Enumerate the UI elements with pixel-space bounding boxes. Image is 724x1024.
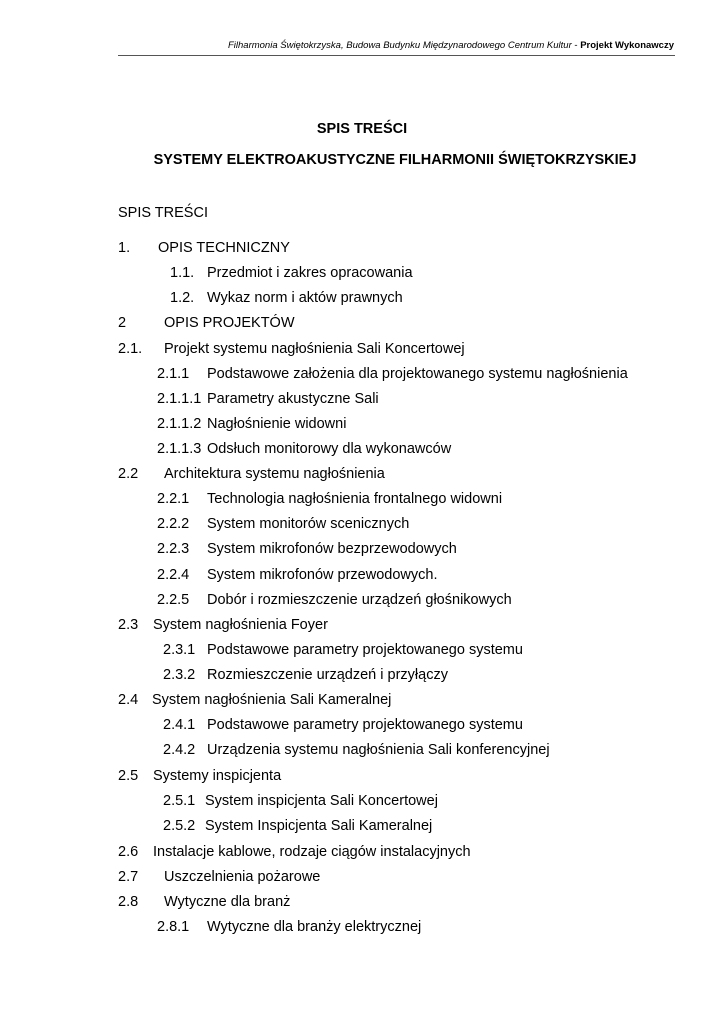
toc-entry-title: Odsłuch monitorowy dla wykonawców [207,441,452,457]
toc-entry-number: 2.3 [118,617,139,633]
toc-entry-number: 2.1.1.1 [157,391,202,407]
toc-entry-title: OPIS PROJEKTÓW [164,315,295,331]
toc-entry-number: 2.6 [118,844,139,860]
header-project-stage: Projekt Wykonawczy [580,40,674,51]
toc-entry-title: Architektura systemu nagłośnienia [164,466,385,482]
toc-entry-title: Urządzenia systemu nagłośnienia Sali konferencyjnej [207,742,550,758]
toc-entry-number: 2.5 [118,768,139,784]
toc-entry-title: System mikrofonów bezprzewodowych [207,541,457,557]
toc-entry-title: Wytyczne dla branż [164,894,291,910]
toc-entry-title: Wykaz norm i aktów prawnych [207,290,403,306]
toc-entry-number: 2.2.5 [157,592,190,608]
toc-entry-title: System mikrofonów przewodowych. [207,567,438,583]
header-separator: - [571,40,581,51]
toc-entry-number: 2.4 [118,692,139,708]
toc-entry-number: 2.2 [118,466,139,482]
toc-entry-title: System nagłośnienia Sali Kameralnej [152,692,392,708]
toc-entry-number: 2.1.1 [157,366,190,382]
toc-entry[interactable] [0,415,724,433]
page-header [228,40,674,51]
toc-entry-number: 2.4.1 [163,717,196,733]
toc-entry[interactable] [0,691,724,709]
toc-entry[interactable] [0,893,724,911]
toc-entry-title: System nagłośnienia Foyer [153,617,328,633]
toc-entry-title: Podstawowe parametry projektowanego systemu [207,642,523,658]
toc-entry-number: 2.8.1 [157,919,190,935]
toc-entry-number: 2.2.3 [157,541,190,557]
toc-entry-number: 1. [118,240,131,256]
toc-entry-title: Nagłośnienie widowni [207,416,347,432]
toc-entry-title: Systemy inspicjenta [153,768,282,784]
toc-entry-title: OPIS TECHNICZNY [158,240,290,256]
toc-entry[interactable] [0,918,724,936]
toc-entry[interactable] [0,465,724,483]
toc-entry[interactable] [0,868,724,886]
toc-entry[interactable] [0,767,724,785]
toc-entry[interactable] [0,792,724,810]
page-title: SPIS TREŚCI [316,121,408,137]
toc-entry-title: System monitorów scenicznych [207,516,410,532]
toc-entry[interactable] [0,641,724,659]
toc-entry[interactable] [0,390,724,408]
toc-entry-number: 1.2. [170,290,195,306]
toc-entry-title: System Inspicjenta Sali Kameralnej [205,818,433,834]
toc-entry-title: Podstawowe parametry projektowanego systemu [207,717,523,733]
toc-entry[interactable] [0,239,724,257]
toc-entry[interactable] [0,666,724,684]
toc-entry-number: 2.3.2 [163,667,196,683]
toc-entry-number: 2.8 [118,894,139,910]
toc-entry-title: Dobór i rozmieszczenie urządzeń głośnikowych [207,592,512,608]
toc-entry[interactable] [0,843,724,861]
toc-entry[interactable] [0,566,724,584]
toc-entry-number: 2.5.1 [163,793,196,809]
toc-entry[interactable] [0,616,724,634]
toc-entry[interactable] [0,314,724,332]
toc-entry[interactable] [0,365,724,383]
toc-entry-title: Uszczelnienia pożarowe [164,869,321,885]
toc-entry[interactable] [0,741,724,759]
toc-entry-number: 2.1.1.3 [157,441,202,457]
toc-entry-number: 2.5.2 [163,818,196,834]
toc-entry[interactable] [0,591,724,609]
header-rule [118,55,675,56]
toc-entry[interactable] [0,264,724,282]
toc-entry[interactable] [0,440,724,458]
toc-heading: SPIS TREŚCI [118,205,208,221]
toc-entry[interactable] [0,540,724,558]
toc-entry-number: 2.7 [118,869,139,885]
toc-entry-number: 2 [118,315,127,331]
toc-entry-title: System inspicjenta Sali Koncertowej [205,793,438,809]
toc-entry-title: Technologia nagłośnienia frontalnego widowni [207,491,503,507]
toc-entry-number: 2.4.2 [163,742,196,758]
toc-entry[interactable] [0,340,724,358]
toc-entry-number: 1.1. [170,265,195,281]
toc-entry-number: 2.1.1.2 [157,416,202,432]
toc-entry[interactable] [0,490,724,508]
toc-entry-title: Projekt systemu nagłośnienia Sali Koncertowej [164,341,465,357]
header-document-title: Filharmonia Świętokrzyska, Budowa Budynku Międzynarodowego Centrum Kultur [227,40,572,51]
toc-entry-number: 2.2.4 [157,567,190,583]
toc-entry[interactable] [0,289,724,307]
page-subtitle: SYSTEMY ELEKTROAKUSTYCZNE FILHARMONII ŚWIĘTOKRZYSKIEJ [153,152,637,168]
toc-entry-number: 2.1. [118,341,143,357]
toc-entry[interactable] [0,817,724,835]
toc-entry[interactable] [0,716,724,734]
toc-entry-title: Przedmiot i zakres opracowania [207,265,413,281]
toc-entry-title: Instalacje kablowe, rodzaje ciągów instalacyjnych [153,844,471,860]
toc-entry-title: Rozmieszczenie urządzeń i przyłączy [207,667,448,683]
toc-entry-number: 2.2.1 [157,491,190,507]
toc-entry-title: Parametry akustyczne Sali [207,391,379,407]
toc-entry-title: Wytyczne dla branży elektrycznej [207,919,422,935]
toc-entry[interactable] [0,515,724,533]
toc-entry-title: Podstawowe założenia dla projektowanego systemu nagłośnienia [207,366,628,382]
toc-entry-number: 2.3.1 [163,642,196,658]
toc-entry-number: 2.2.2 [157,516,190,532]
